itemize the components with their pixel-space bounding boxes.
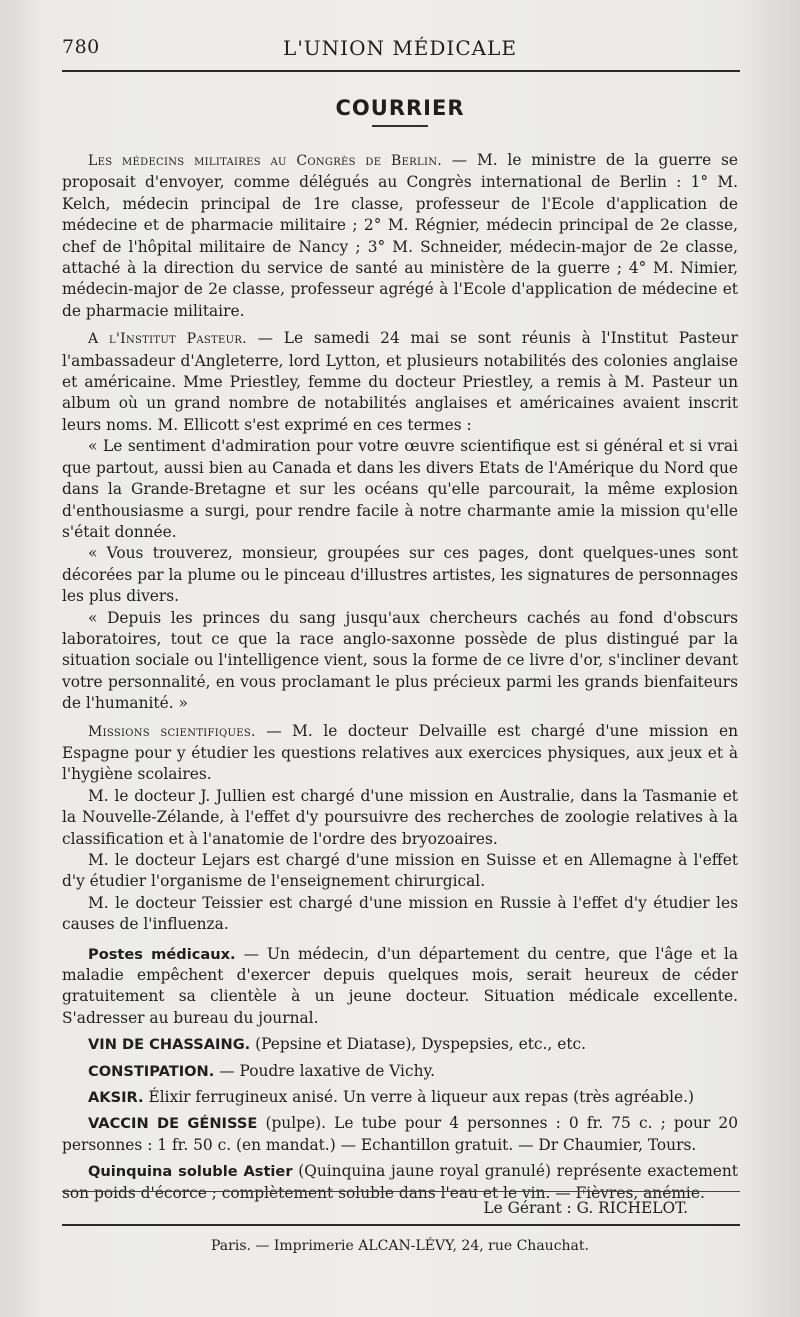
ad-vaccin-de-genisse [62,1113,738,1156]
ad-lead: Quinquina soluble Astier [88,1163,293,1181]
ad-lead: AKSIR. [88,1089,144,1107]
paragraph-text: M. le docteur Teissier est chargé d'une mission en Russie à l'effet d'y étudier les causes de l'influenza. [62,893,738,934]
paragraph-text: — M. le docteur Delvaille est chargé d'une mission en Espagne pour y étudier les questions relatives aux exercices physiques, aux jeux et à l'hygiène scolaires. [62,721,738,784]
ad-lead: CONSTIPATION. [88,1062,215,1080]
paragraph [62,328,738,436]
paragraph-lead: Les médecins militaires au Congrès de Berlin. [88,153,443,169]
printer-line: Paris. — Imprimerie ALCAN-LÉVY, 24, rue Chauchat. [211,1238,589,1254]
header-rule [62,70,740,72]
journal-title: L'UNION MÉDICALE [283,36,517,60]
paragraph-text: M. le docteur Lejars est chargé d'une mission en Suisse et en Allemagne à l'effet d'y étudier l'organisme de l'enseignement chirurgical. [62,851,738,891]
ad-text: (Pepsine et Diatase), Dyspepsies, etc., etc. [250,1035,587,1054]
paragraph [62,893,738,936]
signature: Le Gérant : G. RICHELOT. [483,1199,688,1217]
ad-text: (pulpe). Le tube pour 4 personnes : 0 fr. 75 c. ; pour 20 personnes : 1 fr. 50 c. (en mandat.) — Echantillon gratuit. — Dr Chaumier, Tours. [62,1114,738,1154]
ad-constipation [62,1061,738,1082]
ad-lead: VIN DE CHASSAING. [88,1036,251,1054]
ad-lead: VACCIN DE GÉNISSE [88,1115,258,1133]
footer-rule-bottom [62,1224,740,1226]
paragraph [62,436,738,543]
page-header [62,36,738,66]
paragraph [62,721,738,786]
paragraph-text: — Le samedi 24 mai se sont réunis à l'Institut Pasteur l'ambassadeur d'Angleterre, lord Lytton, et plusieurs notabilités des colonies anglaise et américaine. Mme Priestley, femme du docteur Priestley, a remis à M. Pasteur un album où un grand nombre de notabilités anglaises et américaines avaient inscrit leurs noms. M. Ellicott s'est exprimé en ces termes : [62,329,738,434]
ad-lead: Postes médicaux. [88,945,236,963]
ad-aksir [62,1087,738,1108]
paragraph [62,608,738,715]
paragraph-text: « Le sentiment d'admiration pour votre œuvre scientifique est si général et si vrai que partout, aussi bien au Canada et dans les divers Etats de l'Amérique du Nord que dans la Grande-Bretagne et sur les océans qu'elle parcourait, la même explosion d'enthousiasme a surgi, pour rendre facile à notre charmante amie la mission qu'elle s'était donnée. [62,437,738,541]
article-body [62,150,738,1204]
section-title: COURRIER [335,96,465,120]
paragraph [62,543,738,607]
paragraph-text: « Vous trouverez, monsieur, groupées sur ces pages, dont quelques-unes sont décorées par la plume ou le pinceau d'illustres artistes, les signatures de personnages les plus divers. [62,544,738,606]
title-dash [372,125,428,127]
footer-rule-top [62,1191,740,1192]
ad-quinquina [62,1161,738,1204]
paragraph-text: « Depuis les princes du sang jusqu'aux chercheurs cachés au fond d'obscurs laboratoires, tout ce que la race anglo-saxonne possède de plus distingué par la situation sociale ou l'intelligence vient, sous la forme de ce livre d'or, s'incliner devant votre personnalité, en vous proclamant le plus précieux parmi les grands bienfaiteurs de l'humanité. » [62,608,738,713]
ad-postes-medicaux [62,944,738,1030]
ad-text: — Poudre laxative de Vichy. [214,1061,436,1080]
paragraph-lead: Missions scientifiques. [88,723,256,740]
ad-vin-de-chassaing [62,1034,738,1055]
paragraph [62,850,738,893]
paragraph-text: M. le docteur J. Jullien est chargé d'une mission en Australie, dans la Tasmanie et la Nouvelle-Zélande, à l'effet d'y poursuivre des recherches de zoologie relatives à la classification et à l'anatomie de l'ordre des bryozoaires. [62,786,738,848]
paragraph-lead: A l'Institut Pasteur. [88,331,247,348]
paragraph-text: — M. le ministre de la guerre se proposait d'envoyer, comme délégués au Congrès international de Berlin : 1° M. Kelch, médecin principal de 1re classe, professeur de l'Ecole d'application de médecine et de pharmacie militaire ; 2° M. Régnier, médecin principal de 2e classe, chef de l'hôpital militaire de Nancy ; 3° M. Schneider, médecin-major de 2e classe, attaché à la direction du service de santé au ministère de la guerre ; 4° M. Nimier, médecin-major de 2e classe, professeur agrégé à l'Ecole d'application de médecine et de pharmacie militaire. [62,151,739,320]
ad-text: Élixir ferrugineux anisé. Un verre à liqueur aux repas (très agréable.) [143,1088,695,1107]
ad-text: — Un médecin, d'un département du centre, que l'âge et la maladie empêchent d'exercer depuis quelques mois, serait heureux de céder gratuitement sa clientèle à un jeune docteur. Situation médicale excellente. S'adresser au bureau du journal. [62,944,738,1027]
ad-text: (Quinquina jaune royal granulé) représente exactement son poids d'écorce ; complètement soluble dans l'eau et le vin. — Fièvres, anémie. [62,1162,738,1202]
paragraph [62,150,738,322]
page-number: 780 [62,36,100,58]
paragraph [62,786,738,850]
